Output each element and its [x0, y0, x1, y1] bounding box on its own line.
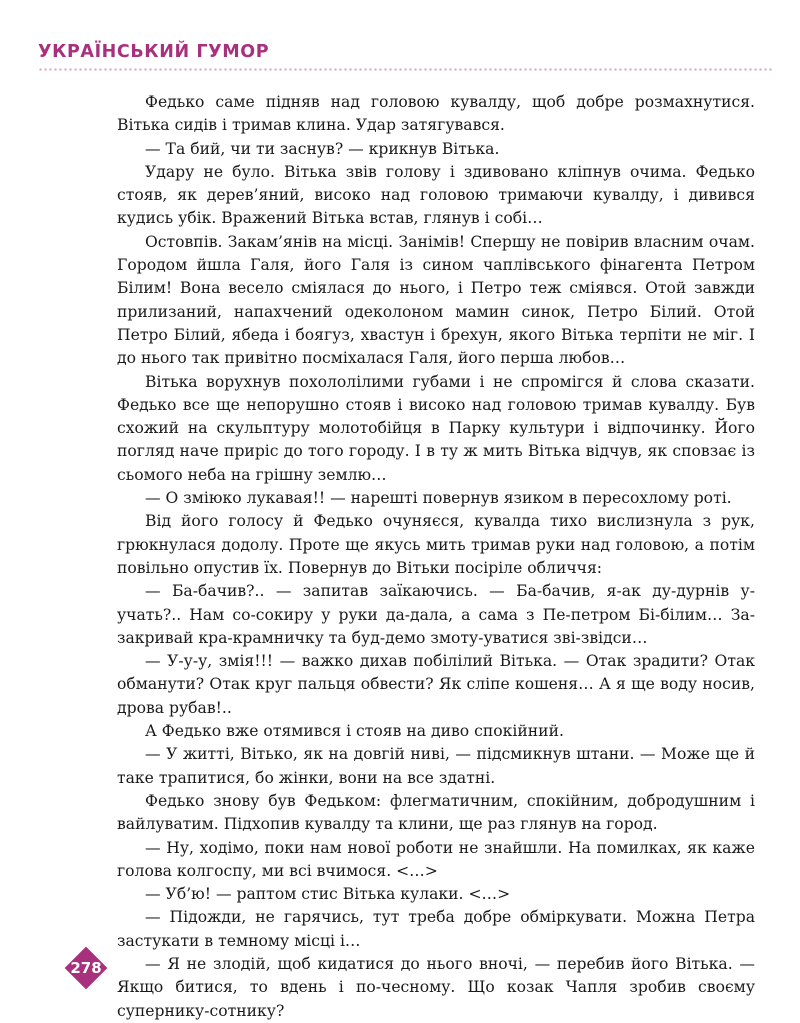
paragraph: — У житті, Вітько, як на довгій ниві, — підсмикнув штани. — Може ще й таке трапитися, бо жінки, вони на все здатні. — [117, 745, 755, 787]
paragraph: — Та бий, чи ти заснув? — крикнув Вітька. — [145, 139, 500, 158]
paragraph: Вітька ворухнув похололілими губами і не спромігся й слова сказати. Федько все ще непорушно стояв і високо над головою тримав кувалду. Був схожий на скульптуру молотобійця в Парку культури і відпочинку. Його погляд наче приріс до того городу. І в ту ж мить Вітька відчув, як сповзає із сьомого неба на грішну землю… — [117, 372, 755, 484]
page-number: 278 — [70, 959, 102, 977]
paragraph: А Федько вже отямився і стояв на диво спокійний. — [145, 722, 564, 741]
paragraph: — Уб’ю! — раптом стис Вітька кулаки. <…> — [145, 885, 511, 904]
story-text — [117, 91, 755, 1023]
paragraph: — У-у-у, змія!!! — важко дихав побілілий Вітька. — Отак зрадити? Отак обманути? Отак круг пальця обвести? Як сліпе кошеня… А я ще воду носив, дрова рубав!.. — [117, 652, 755, 717]
dotted-divider — [38, 68, 774, 71]
paragraph: — Ба-бачив?.. — запитав заїкаючись. — Ба-бачив, я-ак ду-дурнів у-учать?.. Нам со-сокиру у руки да-дала, а сама з Пе-петром Бі-білим… За-закривай кра-крамничку та буд-демо змоту-уватися звi-звідси… — [117, 582, 755, 647]
page-number-badge — [65, 947, 107, 989]
paragraph: — Я не злодій, щоб кидатися до нього вночі, — перебив його Вітька. — Якщо битися, то вдень і по-чесному. Що козак Чапля зробив своєму супернику-сотнику? — [117, 954, 755, 1020]
paragraph: — Ну, ходімо, поки нам нової роботи не знайшли. На помилках, як каже голова колгоспу, ми всі вчимося. <…> — [117, 838, 755, 880]
paragraph: Від його голосу й Федько очуняєся, кувалда тихо вислизнула з рук, грюкнулася додолу. Проте ще якусь мить тримав руки над головою, а потім повільно опустив їх. Повернув до Вітьки посіріле обличчя: — [117, 512, 755, 577]
section-title: УКРАЇНСЬКИЙ ГУМОР — [38, 42, 270, 62]
paragraph: Остовпів. Закам’янів на місці. Занімів! Спершу не повірив власним очам. Городом йшла Галя, його Галя із сином чаплівського фінагента Петром Білим! Вона весело сміялася до нього, і Петро теж сміявся. Отой завжди прилизаний, напахчений одеколоном мамин синок, Петро Білий. Отой Петро Білий, ябеда і боягуз, хвастун і брехун, якого Вітька терпіти не міг. І до нього так привітно посміхалася Галя, його перша любов… — [117, 232, 755, 368]
paragraph: — Підожди, не гарячись, тут треба добре обміркувати. Можна Петра застукати в темному місці і… — [117, 908, 755, 950]
paragraph: Удару не було. Вітька звів голову і здивовано кліпнув очима. Федько стояв, як дерев’яний, високо над головою тримаючи кувалду, і дивився кудись убік. Вражений Вітька встав, глянув і собі… — [117, 162, 755, 228]
paragraph: Федько саме підняв над головою кувалду, щоб добре розмахнутися. Вітька сидів і тримав клина. Удар затягувався. — [117, 93, 755, 135]
paragraph: Федько знову був Федьком: флегматичним, спокійним, добродушним і вайлуватим. Підхопив кувалду та клини, ще раз глянув на город. — [117, 791, 755, 834]
paragraph: — О зміюко лукавая!! — нарешті повернув язиком в пересохлому роті. — [145, 489, 732, 508]
